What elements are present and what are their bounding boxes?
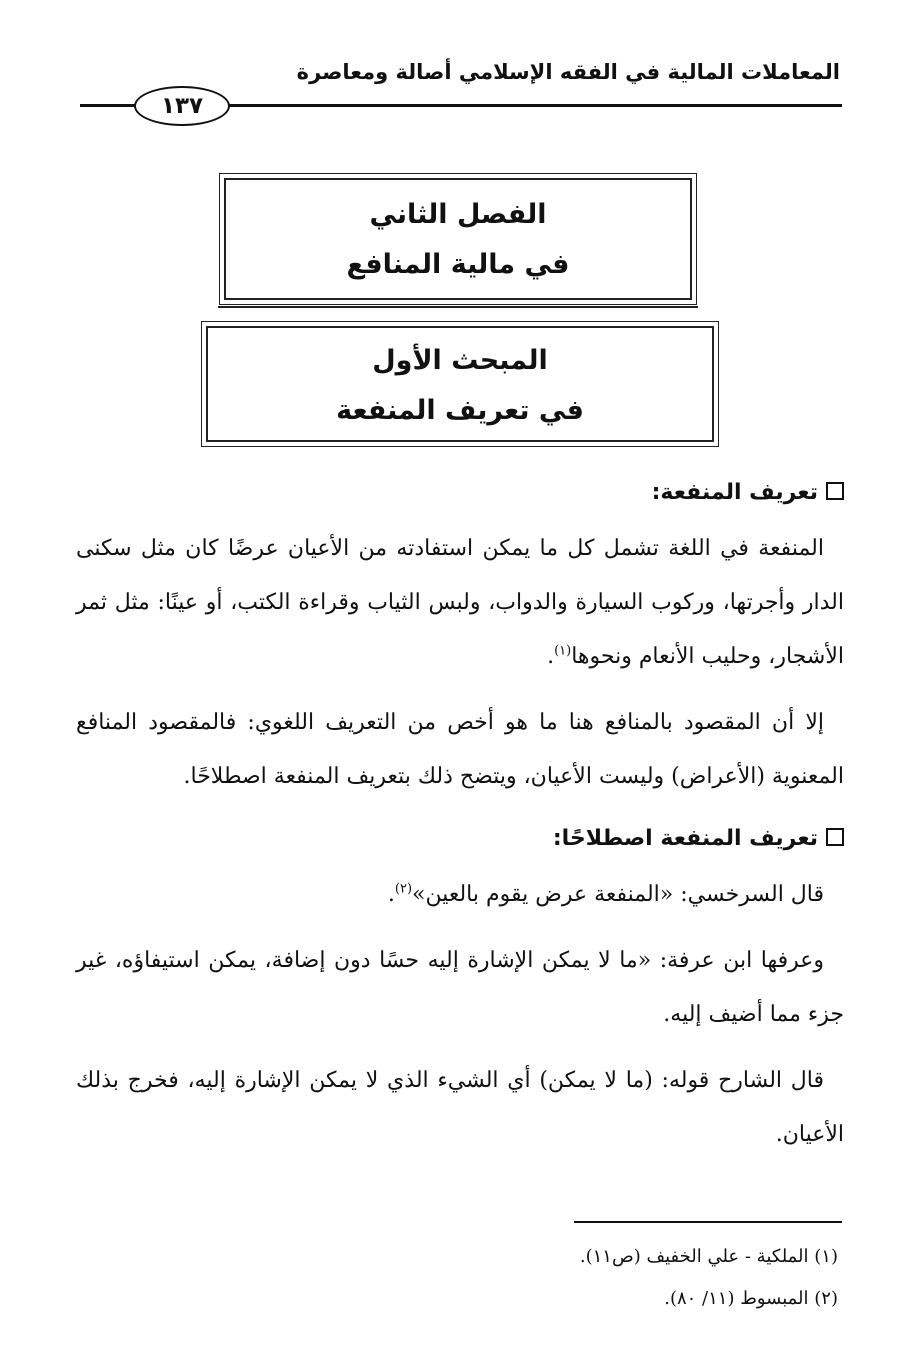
chapter-subtitle: في مالية المنافع bbox=[346, 249, 570, 280]
paragraph-text: قال السرخسي: «المنفعة عرض يقوم بالعين» bbox=[412, 882, 824, 907]
paragraph-commentator: قال الشارح قوله: (ما لا يمكن) أي الشيء الذي لا يمكن الإشارة إليه، فخرج بذلك الأعيان. bbox=[76, 1068, 844, 1147]
chapter-title: الفصل الثاني bbox=[369, 199, 547, 230]
body-text bbox=[76, 470, 844, 1174]
footnotes bbox=[78, 1236, 838, 1320]
section-subtitle: في تعريف المنفعة bbox=[336, 395, 584, 426]
section-title: المبحث الأول bbox=[372, 345, 548, 376]
page-number: ١٣٧ bbox=[134, 86, 230, 126]
footnote-1: (١) الملكية - علي الخفيف (ص١١). bbox=[579, 1246, 838, 1267]
heading-technical-definition bbox=[76, 816, 844, 862]
paragraph-intended-meaning: إلا أن المقصود بالمنافع هنا ما هو أخص من التعريف اللغوي: فالمقصود المنافع المعنوية (الأعراض) وليست الأعيان، ويتضح ذلك بتعريف المنفعة اصطلاحًا. bbox=[76, 710, 844, 789]
footnote-ref: (١) bbox=[554, 643, 572, 659]
footnote-rule bbox=[574, 1221, 842, 1223]
checkbox-bullet-icon bbox=[826, 482, 844, 500]
running-header: المعاملات المالية في الفقه الإسلامي أصالة ومعاصرة bbox=[296, 60, 840, 84]
chapter-title-frame bbox=[224, 178, 692, 300]
paragraph-linguistic bbox=[76, 522, 844, 684]
paragraph-ibn-arafa: وعرفها ابن عرفة: «ما لا يمكن الإشارة إليه حسًا دون إضافة، يمكن استيفاؤه، غير جزء مما أضيف إليه. bbox=[76, 948, 844, 1027]
heading-text: تعريف المنفعة: bbox=[651, 480, 818, 505]
footnote-ref: (٢) bbox=[394, 881, 413, 897]
paragraph-end: . bbox=[387, 882, 395, 907]
footnote-2: (٢) المبسوط (١١/ ٨٠). bbox=[664, 1288, 838, 1309]
paragraph-end: . bbox=[547, 644, 555, 669]
paragraph-sarakhsi bbox=[76, 868, 844, 922]
section-title-frame bbox=[206, 326, 714, 442]
paragraph-text: المنفعة في اللغة تشمل كل ما يمكن استفادته من الأعيان عرضًا كان مثل سكنى الدار وأجرتها، وركوب السيارة والدواب، ولبس الثياب وقراءة الكتب، أو عينًا: مثل ثمر الأشجار، وحليب الأنعام ونحوها bbox=[76, 536, 844, 669]
heading-linguistic-definition bbox=[76, 470, 844, 516]
heading-text: تعريف المنفعة اصطلاحًا: bbox=[552, 826, 818, 851]
checkbox-bullet-icon bbox=[826, 828, 844, 846]
